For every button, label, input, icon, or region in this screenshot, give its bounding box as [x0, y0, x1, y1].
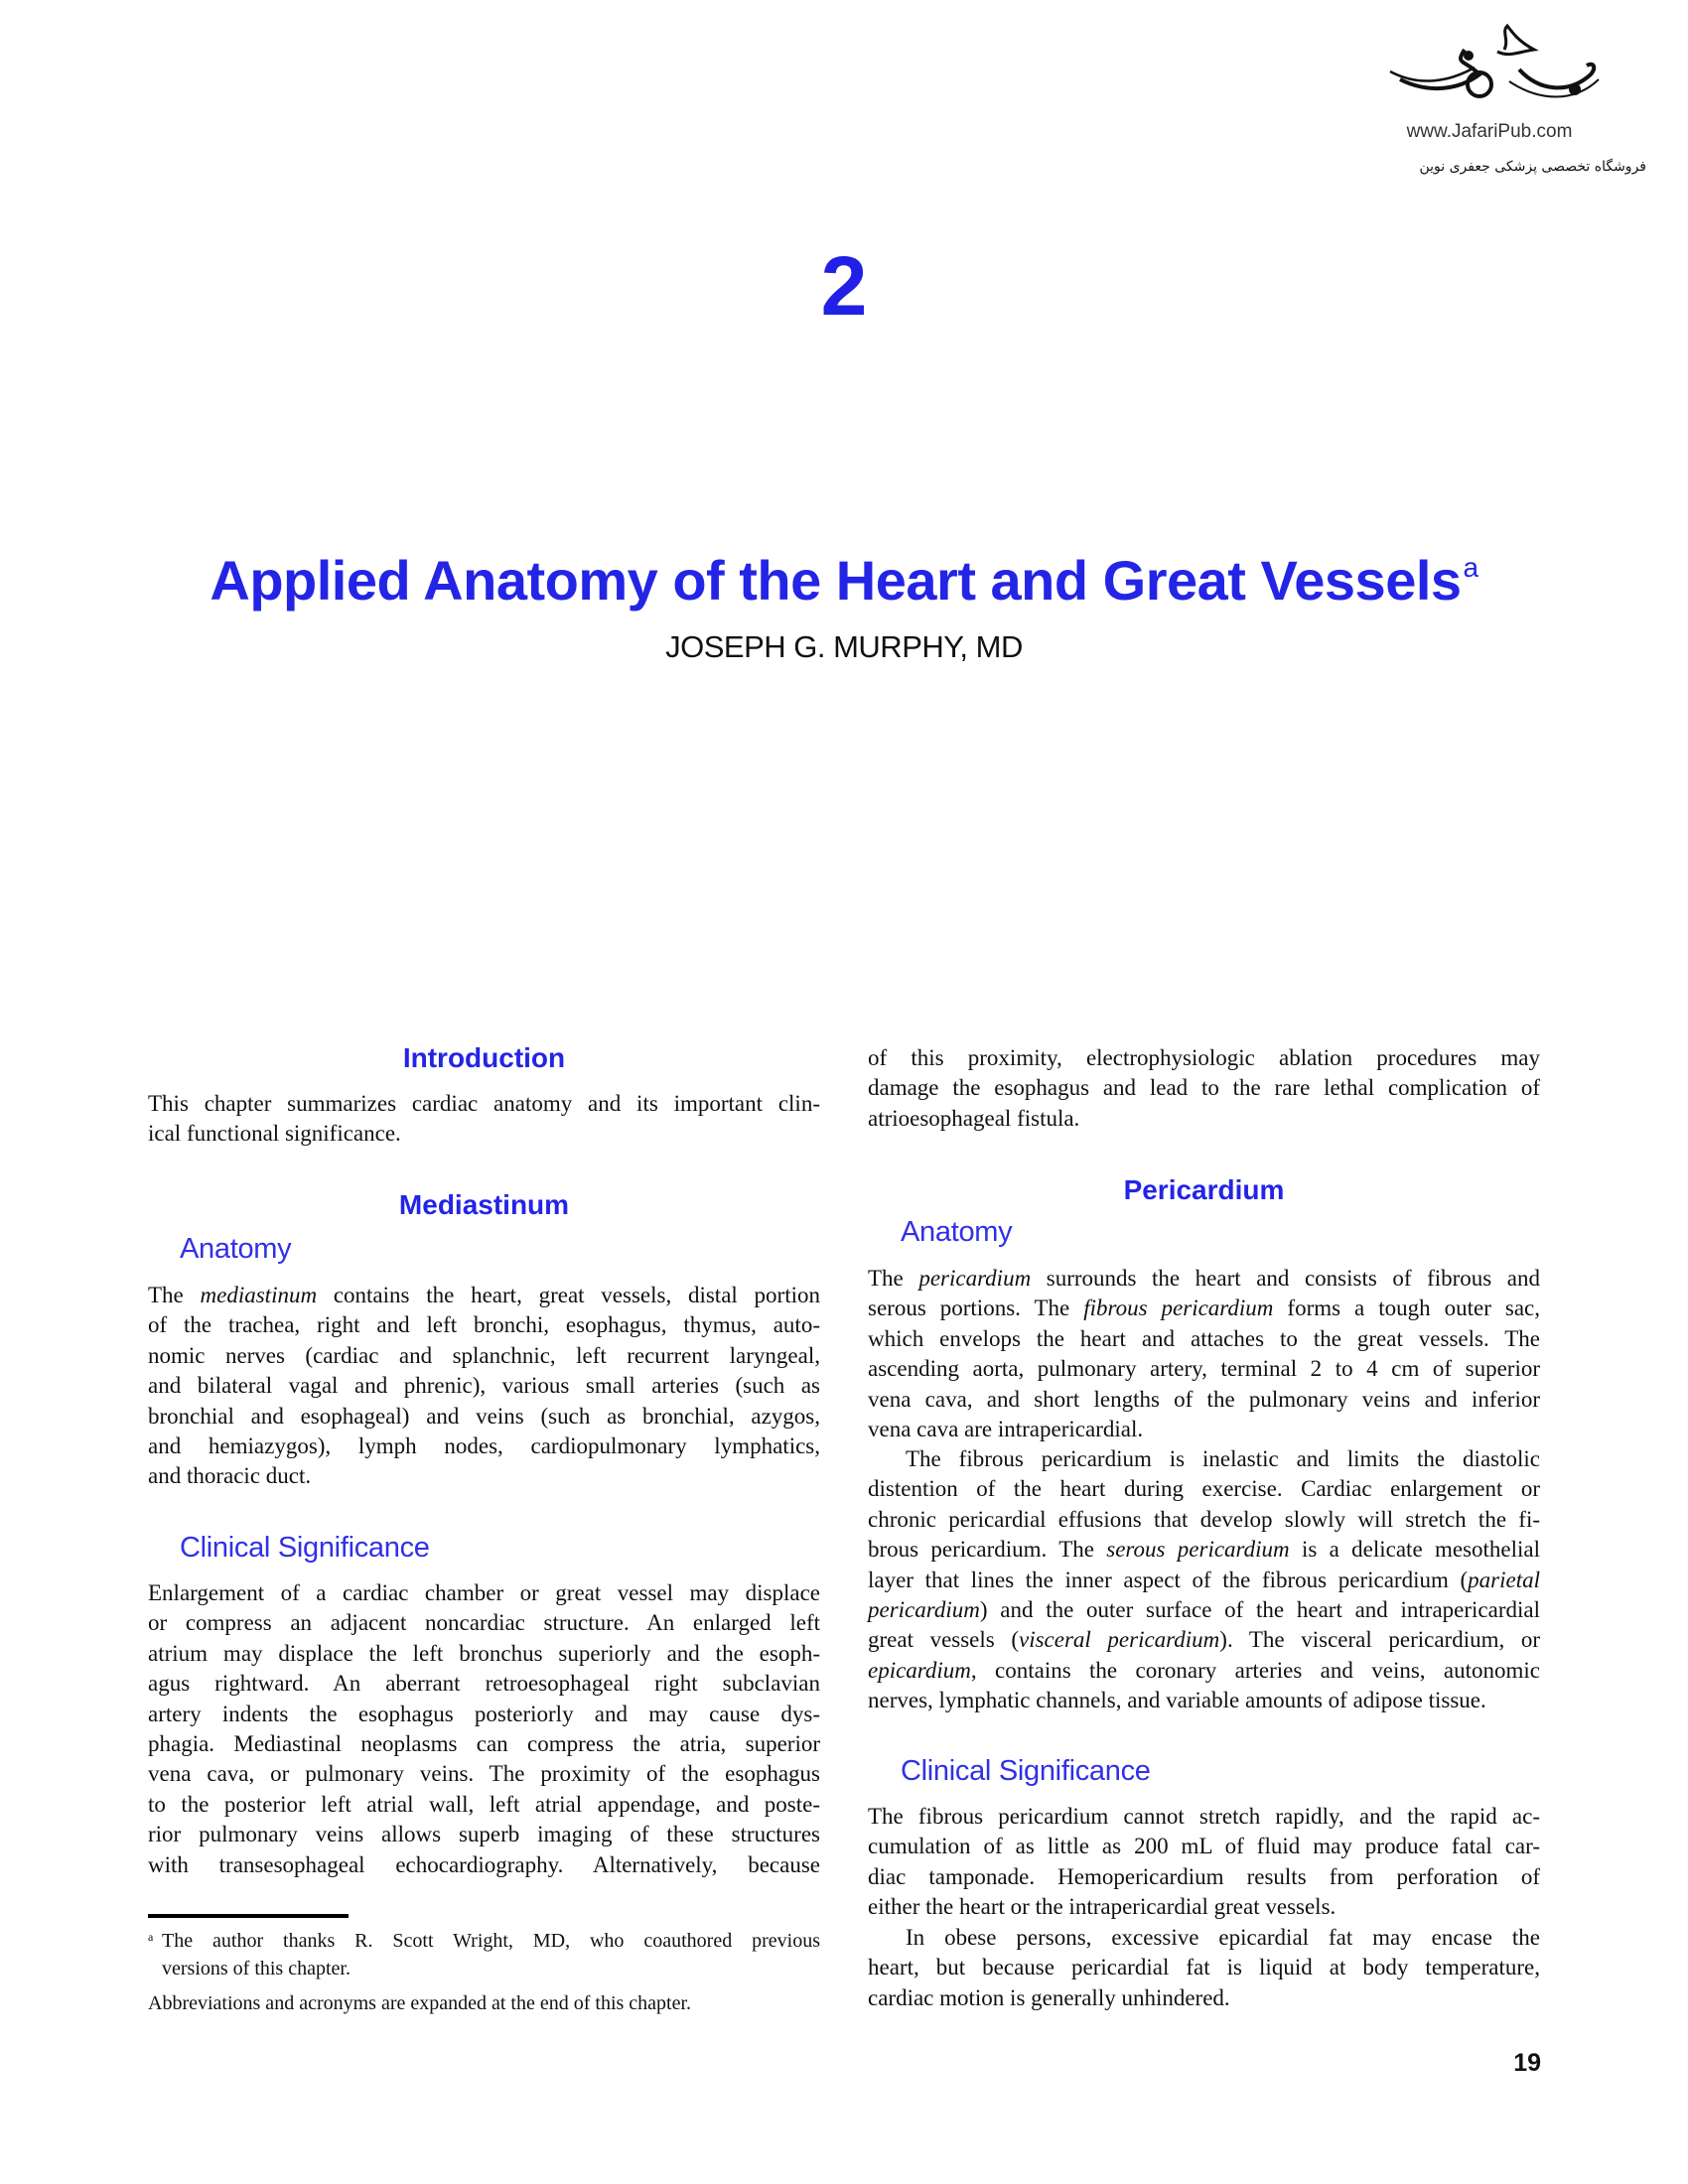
text-segment: cumulation of as little as 200 mL of fluid may produce fatal car- — [868, 1834, 1540, 1859]
text-segment: The fibrous pericardium is inelastic and limits the diastolic — [906, 1446, 1540, 1471]
text-line — [868, 1444, 1540, 1474]
text-segment: layer that lines the inner aspect of the fibrous pericardium ( — [868, 1567, 1469, 1592]
text-segment: ). The visceral pericardium, or — [1219, 1627, 1540, 1653]
text-line — [868, 1324, 1540, 1354]
text-line — [868, 1264, 1540, 1294]
text-segment: to the posterior left atrial wall, left atrial appendage, and poste- — [148, 1791, 820, 1817]
text-segment: distention of the heart during exercise. Cardiac enlargement or — [868, 1476, 1540, 1502]
text-segment: of the trachea, right and left bronchi, esophagus, thymus, auto- — [148, 1312, 820, 1338]
text-segment: The — [868, 1266, 919, 1291]
footnote-mark: a — [148, 1930, 154, 1944]
section-heading-mediastinum: Mediastinum — [398, 1189, 570, 1220]
italic-term: parietal — [1468, 1567, 1540, 1592]
text-line — [148, 1402, 820, 1432]
text-line — [148, 1608, 820, 1638]
text-line — [148, 1639, 820, 1669]
subheading-anatomy: Anatomy — [180, 1233, 292, 1265]
text-segment: ical functional significance. — [148, 1121, 401, 1147]
italic-term: pericardium — [868, 1596, 980, 1622]
text-line — [148, 1119, 820, 1149]
text-segment: atrium may displace the left bronchus superiorly and the esoph- — [148, 1640, 820, 1666]
text-line — [162, 1955, 820, 1982]
text-segment: The author thanks R. Scott Wright, MD, who coauthored previous — [162, 1930, 820, 1952]
italic-term: mediastinum — [200, 1283, 318, 1307]
italic-term: pericardium — [918, 1266, 1032, 1291]
text-line — [868, 1832, 1540, 1861]
subheading-clinical-significance: Clinical Significance — [180, 1532, 430, 1564]
text-segment: or compress an adjacent noncardiac structure. An enlarged left — [148, 1610, 820, 1636]
abbreviations-note: Abbreviations and acronyms are expanded at the end of this chapter. — [148, 1992, 692, 2014]
mediastinum-anatomy-paragraph — [148, 1281, 820, 1492]
text-line — [148, 1759, 820, 1789]
page-number: 19 — [1513, 2049, 1541, 2077]
text-segment: The — [148, 1283, 201, 1307]
introduction-paragraph — [148, 1089, 820, 1150]
text-line — [148, 1669, 820, 1699]
text-segment: nomic nerves (cardiac and splanchnic, left recurrent laryngeal, — [148, 1342, 820, 1368]
text-line — [148, 1461, 820, 1491]
text-line — [868, 1595, 1540, 1625]
subheading-anatomy-pericardium: Anatomy — [901, 1216, 1013, 1248]
text-line — [148, 1341, 820, 1371]
logo-url: www.JafariPub.com — [1406, 121, 1573, 142]
text-segment: ascending aorta, pulmonary artery, terminal 2 to 4 cm of superior — [868, 1356, 1540, 1382]
text-line — [148, 1089, 820, 1119]
calligraphy-logo-icon — [1370, 20, 1609, 119]
pericardium-clinical-paragraph — [868, 1802, 1540, 1923]
text-line — [148, 1850, 820, 1880]
continued-paragraph — [868, 1043, 1540, 1134]
text-line — [868, 1073, 1540, 1103]
text-segment: artery indents the esophagus posteriorly and may cause dys- — [148, 1701, 820, 1726]
text-segment: contains the heart, great vessels, distal portion — [317, 1283, 820, 1307]
text-line — [868, 1043, 1540, 1073]
text-line — [868, 1983, 1540, 2013]
text-line — [868, 1474, 1540, 1504]
text-line — [148, 1820, 820, 1849]
text-segment: great vessels ( — [868, 1627, 1019, 1653]
text-segment: serous portions. The — [868, 1296, 1084, 1321]
footnote-divider — [148, 1914, 349, 1918]
text-segment: diac tamponade. Hemopericardium results from perforation of — [868, 1863, 1540, 1889]
text-segment: The fibrous pericardium cannot stretch rapidly, and the rapid ac- — [868, 1804, 1540, 1829]
text-segment: surrounds the heart and consists of fibrous and — [1031, 1266, 1540, 1291]
italic-term: epicardium — [868, 1657, 971, 1683]
text-line — [148, 1432, 820, 1461]
text-line — [868, 1566, 1540, 1595]
text-segment: either the heart or the intrapericardial great vessels. — [868, 1894, 1336, 1920]
text-line — [868, 1862, 1540, 1892]
text-segment: of this proximity, electrophysiologic ablation procedures may — [868, 1045, 1540, 1070]
text-line — [868, 1354, 1540, 1384]
italic-term: serous pericardium — [1106, 1537, 1290, 1563]
text-segment: vena cava, or pulmonary veins. The proximity of the esophagus — [148, 1761, 820, 1787]
text-segment: In obese persons, excessive epicardial fat may encase the — [906, 1925, 1540, 1950]
italic-term: visceral pericardium — [1019, 1627, 1220, 1653]
text-line — [868, 1656, 1540, 1686]
pericardium-clinical-paragraph-2 — [868, 1923, 1540, 2013]
text-line — [148, 1371, 820, 1401]
text-line — [148, 1310, 820, 1340]
section-heading-pericardium: Pericardium — [1123, 1174, 1285, 1205]
text-line — [148, 1700, 820, 1729]
text-segment: This chapter summarizes cardiac anatomy and its important clin- — [148, 1091, 820, 1116]
text-line — [868, 1625, 1540, 1655]
text-segment: brous pericardium. The — [868, 1537, 1107, 1563]
text-segment: atrioesophageal fistula. — [868, 1105, 1080, 1131]
text-segment: bronchial and esophageal) and veins (such as bronchial, azygos, — [148, 1403, 820, 1429]
text-segment: and hemiazygos), lymph nodes, cardiopulmonary lymphatics, — [148, 1433, 820, 1458]
logo-tagline: فروشگاه تخصصی پزشکی جعفری نوین — [1419, 159, 1646, 175]
text-segment: damage the esophagus and lead to the rare lethal complication of — [868, 1075, 1540, 1101]
text-line — [868, 1415, 1540, 1444]
text-line — [868, 1385, 1540, 1415]
text-line — [868, 1802, 1540, 1832]
footnote — [148, 1927, 820, 1982]
text-segment: , contains the coronary arteries and veins, autonomic — [970, 1657, 1540, 1683]
text-segment: vena cava are intrapericardial. — [868, 1416, 1144, 1441]
text-segment: and thoracic duct. — [148, 1463, 312, 1489]
text-line — [868, 1294, 1540, 1323]
pericardium-anatomy-paragraph — [868, 1264, 1540, 1444]
pericardium-anatomy-paragraph-2 — [868, 1444, 1540, 1716]
mediastinum-clinical-paragraph — [148, 1578, 820, 1880]
text-segment: chronic pericardial effusions that develop slowly will stretch the fi- — [868, 1506, 1540, 1532]
text-segment: which envelops the heart and attaches to the great vessels. The — [868, 1325, 1540, 1351]
text-segment: Enlargement of a cardiac chamber or great vessel may displace — [148, 1580, 820, 1605]
text-segment: versions of this chapter. — [162, 1958, 351, 1979]
text-line — [162, 1927, 820, 1955]
text-line — [148, 1790, 820, 1820]
text-line — [868, 1535, 1540, 1565]
text-line — [868, 1104, 1540, 1134]
text-line — [868, 1505, 1540, 1535]
text-line — [868, 1892, 1540, 1922]
text-segment: and bilateral vagal and phrenic), various small arteries (such as — [148, 1373, 820, 1399]
text-segment: agus rightward. An aberrant retroesophageal right subclavian — [148, 1671, 820, 1697]
text-segment: is a delicate mesothelial — [1289, 1537, 1540, 1563]
text-segment: with transesophageal echocardiography. Alternatively, because — [148, 1851, 820, 1877]
chapter-title-text: Applied Anatomy of the Heart and Great Vessels — [210, 549, 1462, 612]
text-line — [148, 1729, 820, 1759]
text-segment: nerves, lymphatic channels, and variable amounts of adipose tissue. — [868, 1688, 1486, 1713]
italic-term: fibrous pericardium — [1083, 1296, 1274, 1321]
text-segment: vena cava, and short lengths of the pulmonary veins and inferior — [868, 1386, 1540, 1412]
text-segment: ) and the outer surface of the heart and intrapericardial — [979, 1596, 1540, 1622]
text-segment: rior pulmonary veins allows superb imaging of these structures — [148, 1822, 820, 1847]
text-line — [868, 1923, 1540, 1953]
text-segment: forms a tough outer sac, — [1273, 1296, 1541, 1321]
publisher-logo — [1370, 20, 1668, 189]
text-segment: phagia. Mediastinal neoplasms can compress the atria, superior — [148, 1730, 820, 1756]
chapter-title — [0, 548, 1688, 613]
section-heading-introduction: Introduction — [402, 1042, 566, 1073]
text-line — [148, 1578, 820, 1608]
title-footnote-mark: a — [1463, 552, 1478, 583]
text-segment: heart, but because pericardial fat is liquid at body temperature, — [868, 1955, 1540, 1980]
text-line — [868, 1953, 1540, 1982]
text-line — [868, 1686, 1540, 1715]
footnote-text — [148, 1927, 820, 1982]
chapter-author: JOSEPH G. MURPHY, MD — [665, 629, 1023, 664]
text-segment: cardiac motion is generally unhindered. — [868, 1984, 1230, 2010]
chapter-number: 2 — [820, 239, 868, 333]
text-line — [148, 1281, 820, 1310]
subheading-clinical-significance-pericardium: Clinical Significance — [901, 1755, 1151, 1787]
